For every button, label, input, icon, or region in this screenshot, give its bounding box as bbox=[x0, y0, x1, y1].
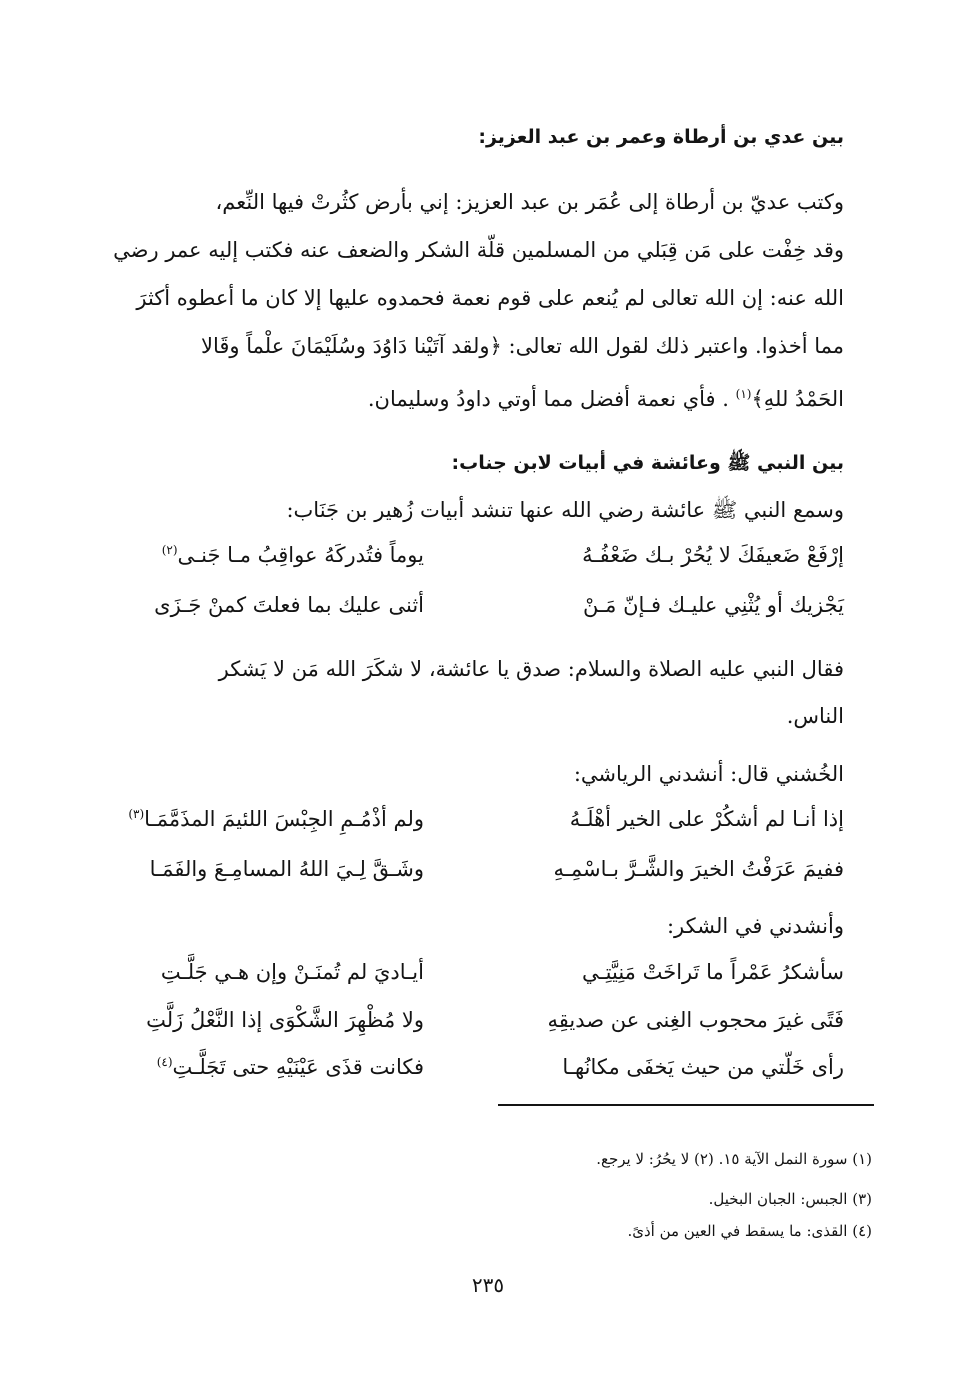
verse-second-hemistich: أثنى عليك بما فعلتَ كمنْ جَـزَى bbox=[154, 593, 424, 617]
verse-row bbox=[84, 857, 844, 897]
page-number: ٢٣٥ bbox=[471, 1273, 505, 1297]
verse-second-hemistich: ولم أذْمُـمِ الجِبْسَ اللئيمَ المذَمَّمَـا$^{(٣)}$ bbox=[128, 807, 424, 831]
quran-quote-end: الحَمْدُ للهِ﴾ bbox=[751, 387, 844, 411]
verse-intro-aisha: وسمع النبي ﷺ عائشة رضي الله عنها تنشد أبيات زُهير بن جَنَاب: bbox=[286, 498, 844, 522]
verse-first-hemistich: ففيمَ عَرَفْتُ الخيرَ والشَّـرَّ بـاسْمِـهِ bbox=[553, 857, 844, 881]
verse-first-hemistich: فَتًى غيرَ محجوب الغِنى عن صديقِهِ bbox=[547, 1008, 844, 1032]
text-line-last bbox=[84, 370, 844, 418]
footnote-ref-3: (٣) bbox=[128, 807, 145, 821]
footnote-4: (٤) القذى: ما يسقط في العين من أذىً. bbox=[627, 1222, 872, 1240]
footnote-divider bbox=[498, 1104, 874, 1106]
verse-row bbox=[84, 543, 844, 583]
footnote-ref-4: (٤) bbox=[156, 1055, 173, 1069]
prophet-response-line: فقال النبي عليه الصلاة والسلام: صدق يا عائشة، لا شكَرَ الله مَن لا يَشكر bbox=[218, 657, 844, 681]
verse-first-hemistich: سأشكرُ عَمْراً ما تَراخَتْ مَنِيَّتِـي bbox=[582, 960, 844, 984]
section-heading-adi-umar: بين عدي بن أرطاة وعمر بن عبد العزيز: bbox=[478, 126, 844, 148]
text-line: مما أخذوا. واعتبر ذلك لقول الله تعالى: ﴿ولقد آتَيْنا دَاوُدَ وسُلَيْمَانَ علْماً وقَالا bbox=[200, 334, 844, 358]
verse-row bbox=[84, 1055, 844, 1095]
verse-first-hemistich: إرْفَعْ ضَعيفَكَ لا يُحُرْ بـك ضَعْفُـهُ bbox=[582, 543, 844, 567]
footnote-ref-2: (٢) bbox=[161, 543, 178, 557]
verse-intro-shukr: وأنشدني في الشكر: bbox=[666, 914, 844, 938]
verse-second-hemistich: أيـاديَ لم تُمنَـنْ وإن هـي جَلَّـتِ bbox=[160, 960, 424, 984]
footnote-ref-1: (١) bbox=[735, 387, 752, 401]
text-line: الله عنه: إن الله تعالى لم يُنعم على قوم نعمة فحمدوه عليها إلا كان ما أعطوه أكثرَ bbox=[136, 286, 844, 310]
verse-row bbox=[84, 960, 844, 1000]
verse-first-hemistich: رأى خَلّتي من حيث يَخفَى مكانُهـا bbox=[562, 1055, 844, 1079]
prophet-response-end: الناس. bbox=[786, 704, 844, 728]
verse-row bbox=[84, 807, 844, 847]
footnote-1-2: (١) سورة النمل الآية ١٥. (٢) لا يحُرُ: لا يرجع. bbox=[596, 1150, 872, 1168]
paragraph-adi-letter bbox=[84, 178, 844, 418]
verse-second-hemistich: ولا مُظْهِرَ الشَّكْوَى إذا النَّعْلُ زَلَّتِ bbox=[146, 1008, 424, 1032]
verse-first-hemistich: يَجْزيك أو يُثْنِي عليـك فـإنّ مَـنْ bbox=[583, 593, 844, 617]
verse-second-hemistich: فكانت قذَى عَيْنَيْهِ حتى تَجَلَّـتِ$^{(٤)}$ bbox=[156, 1055, 424, 1079]
text-line: وقد خِفْت على مَن قِبَلي من المسلمين قلّة الشكر والضعف عنه فكتب إليه عمر رضي bbox=[113, 238, 844, 262]
text-line: وكتب عديّ بن أرطاة إلى عُمَر بن عبد العزيز: إني بأرض كثُرتْ فيها النِّعم، bbox=[215, 190, 844, 214]
verse-row bbox=[84, 1008, 844, 1048]
section-heading-prophet-aisha: بين النبي ﷺ وعائشة في أبيات لابن جناب: bbox=[451, 452, 844, 474]
verse-intro-khushani: الخُشني قال: أنشدني الرياشي: bbox=[573, 762, 844, 786]
verse-second-hemistich: وشَـقَّ لِـيَ اللهُ المسامِـعَ والفَمَـا bbox=[149, 857, 424, 881]
verse-first-hemistich: إذا أنـا لم أشكُرْ على الخير أهْلَـهُ bbox=[569, 807, 844, 831]
verse-row bbox=[84, 593, 844, 633]
text-tail: . فأي نعمة أفضل مما أوتي داودُ وسليمان. bbox=[367, 387, 729, 411]
verse-second-hemistich: يوماً فتُدركَهُ عواقِبُ مـا جَنـى$^{(٢)}$ bbox=[161, 543, 424, 567]
footnote-3: (٣) الجبس: الجبان البخيل. bbox=[708, 1190, 872, 1208]
